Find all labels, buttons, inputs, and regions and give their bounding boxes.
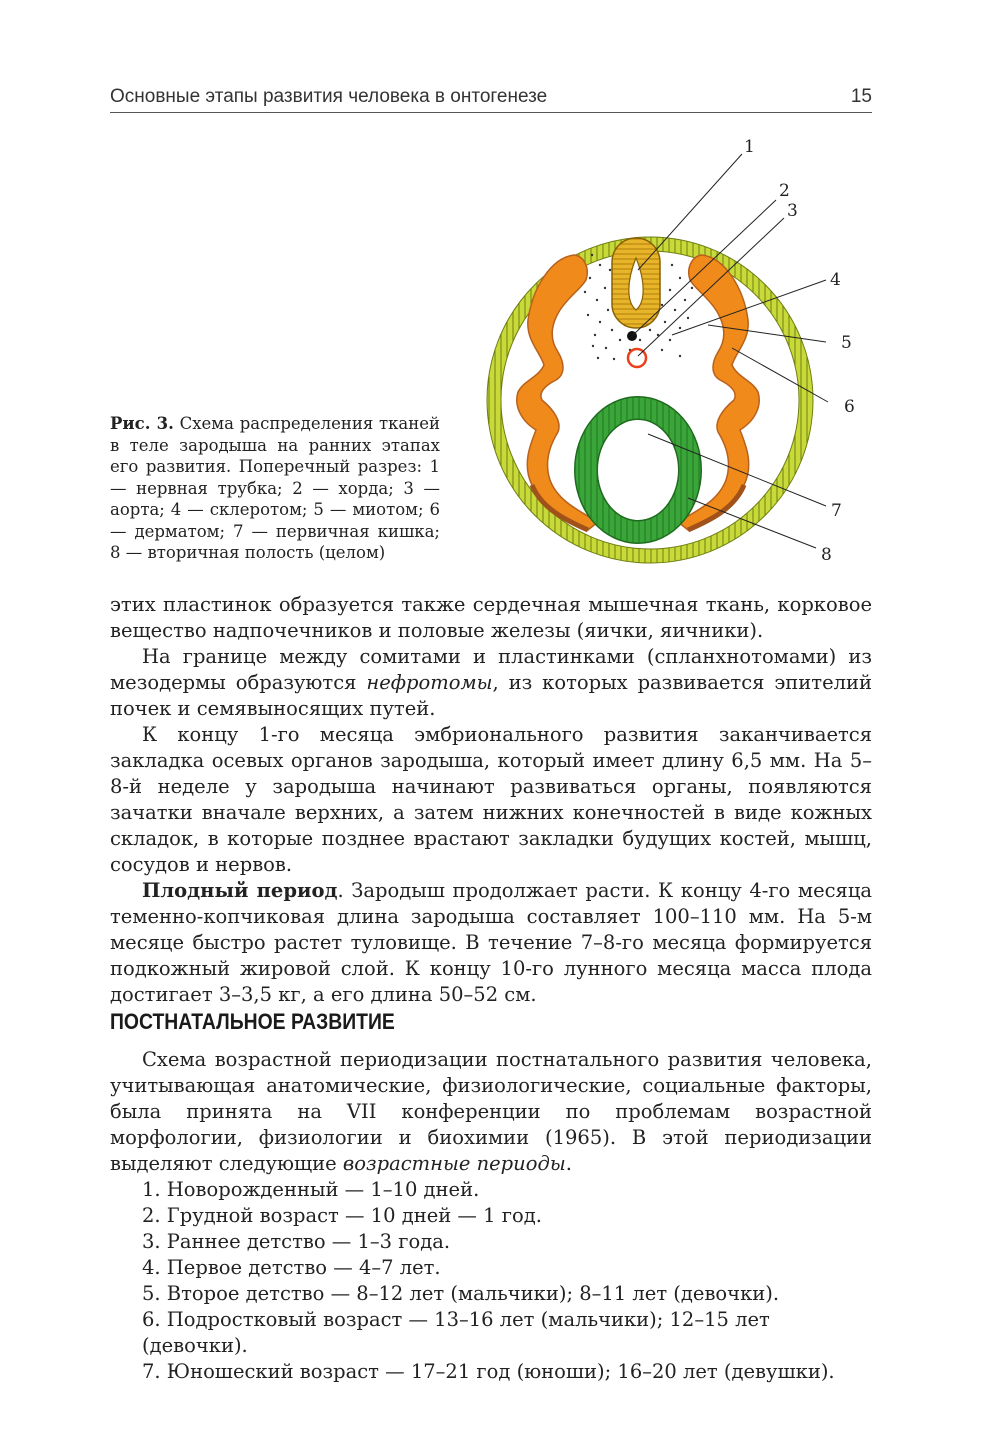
body-text xyxy=(110,592,872,1008)
figure-label-6: 6 xyxy=(844,397,855,417)
list-item: 1. Новорожденный — 1–10 дней. xyxy=(142,1178,480,1201)
section-heading: ПОСТНАТАЛЬНОЕ РАЗВИТИЕ xyxy=(110,1009,395,1034)
header-rule xyxy=(110,112,872,113)
list-item: 7. Юношеский возраст — 17–21 год (юноши); 16–20 лет (девушки). xyxy=(142,1360,835,1383)
paragraph-3: К концу 1-го месяца эмбрионального развития заканчивается закладка осевых органов зародыша, который имеет длину 6,5 мм. На 5–8-й неделе у зародыша начинают развиваться органы, появляются зачатки вначале верхних, а затем нижних конечностей в виде кожных складок, в которые позднее врастают закладки будущих костей, мышц, сосудов и нервов. xyxy=(110,723,872,876)
figure-caption-text: Схема распределения тканей в теле зародыша на ранних этапах его развития. Поперечный разрез: 1 — нервная трубка; 2 — хорда; 3 — аорта; 4 — склеротом; 5 — миотом; 6 — дерматом; 7 — первичная кишка; 8 — вторичная полость (целом) xyxy=(110,414,440,562)
figure-label-5: 5 xyxy=(841,333,852,353)
paragraph-4-text: . Зародыш продолжает расти. К концу 4-го месяца теменно-копчиковая длина зародыша составляет 100–110 мм. На 5-м месяце быстро растет туловище. В течение 7–8-го месяца формируется подкожный жировой слой. К концу 10-го лунного месяца масса плода достигает 3–3,5 кг, а его длина 50–52 см. xyxy=(110,879,872,1006)
figure-label-1: 1 xyxy=(744,137,755,157)
page-number: 15 xyxy=(850,86,872,107)
figure-caption xyxy=(110,413,440,564)
paragraph-2 xyxy=(110,644,872,722)
running-header-title: Основные этапы развития человека в онтогенезе xyxy=(110,86,548,107)
section-body xyxy=(110,1047,872,1385)
list-item: 2. Грудной возраст — 10 дней — 1 год. xyxy=(142,1204,542,1227)
figure-label-7: 7 xyxy=(831,501,842,521)
aorta xyxy=(628,349,646,367)
term-fetal-period: Плодный период xyxy=(142,879,338,902)
term-nephrotomes: нефротомы xyxy=(366,671,493,694)
figure-label-8: 8 xyxy=(821,545,832,565)
list-item: 3. Раннее детство — 1–3 года. xyxy=(142,1230,451,1253)
term-age-periods: возрастные периоды xyxy=(342,1152,566,1175)
list-item: 4. Первое детство — 4–7 лет. xyxy=(142,1256,441,1279)
age-periods-list xyxy=(110,1177,872,1385)
section-paragraph-text: Схема возрастной периодизации постнатального развития человека, учитывающая анатомические, физиологические, социальные факторы, была принята на VII конференции по проблемам возрастной морфологии, физиологии и биохимии (1965). В этой периодизации выделяют следующие xyxy=(110,1048,872,1175)
figure-label-4: 4 xyxy=(830,270,841,290)
paragraph-4 xyxy=(110,878,872,1008)
paragraph-1: этих пластинок образуется также сердечная мышечная ткань, корковое вещество надпочечников и половые железы (яички, яичники). xyxy=(110,593,872,642)
embryo-cross-section-figure xyxy=(480,130,880,570)
list-item: 5. Второе детство — 8–12 лет (мальчики); 8–11 лет (девочки). xyxy=(142,1282,780,1305)
figure-label-3: 3 xyxy=(787,201,798,221)
figure-label-2: 2 xyxy=(779,181,790,201)
section-paragraph-end: . xyxy=(565,1152,572,1175)
neural-tube xyxy=(612,238,660,328)
figure-caption-label: Рис. 3. xyxy=(110,414,174,433)
primary-gut xyxy=(586,408,690,532)
list-item: 6. Подростковый возраст — 13–16 лет (мальчики); 12–15 лет (девочки). xyxy=(142,1308,770,1357)
paragraph-2-text-end: , из которых развивается эпителий почек и семявыносящих путей. xyxy=(110,671,872,720)
section-paragraph xyxy=(110,1047,872,1177)
paragraph-2-text: На границе между сомитами и пластинками (спланхнотомами) из мезодермы образуются xyxy=(110,645,872,694)
